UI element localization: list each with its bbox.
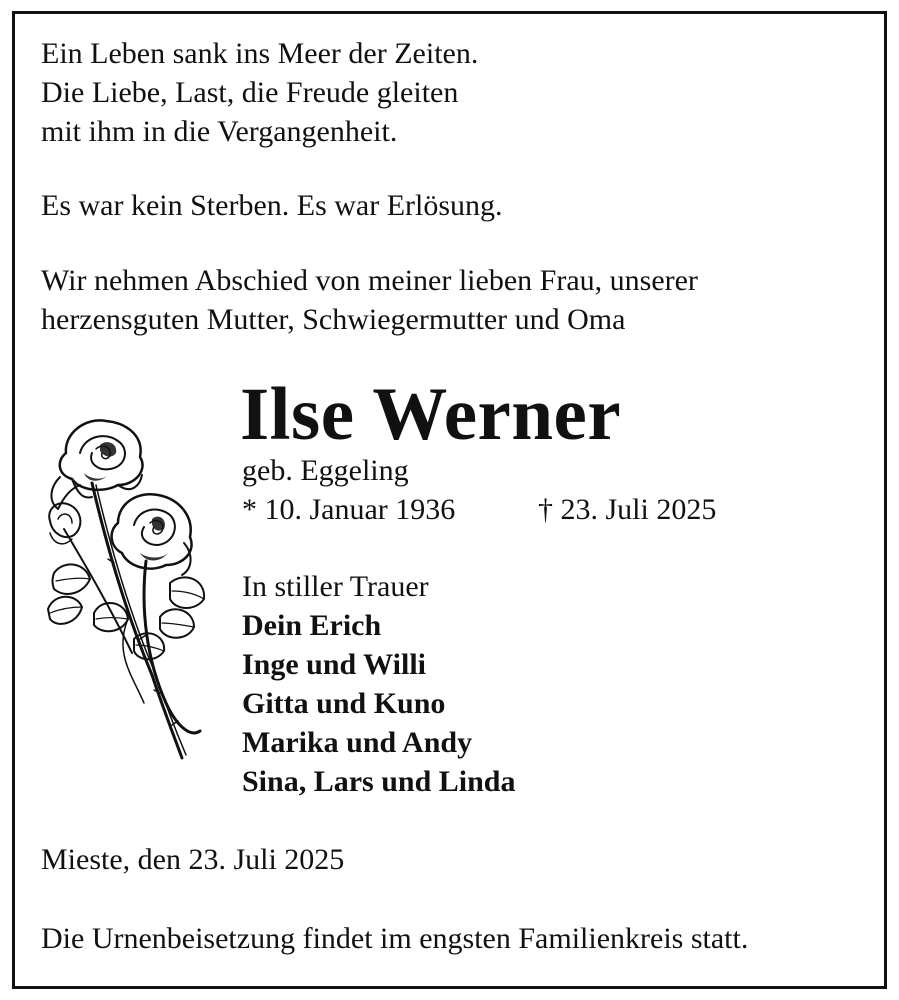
- maiden-name: geb. Eggeling: [242, 454, 409, 487]
- roses-illustration: [44, 413, 210, 765]
- farewell-line: Wir nehmen Abschied von meiner lieben Frau, unserer: [41, 264, 698, 297]
- mourning-line: In stiller Trauer: [242, 570, 429, 603]
- poem-line: Die Liebe, Last, die Freude gleiten: [41, 76, 459, 109]
- poem-verse: [41, 34, 478, 151]
- deceased-name: Ilse Werner: [240, 373, 622, 456]
- statement-line: Es war kein Sterben. Es war Erlösung.: [41, 189, 503, 222]
- mourner-name: Gitta und Kuno: [242, 687, 446, 720]
- farewell-line: herzensguten Mutter, Schwiegermutter und Oma: [41, 303, 626, 336]
- birth-date: * 10. Januar 1936: [242, 493, 456, 526]
- poem-line: mit ihm in die Vergangenheit.: [41, 115, 398, 148]
- mourner-name: Sina, Lars und Linda: [242, 765, 516, 798]
- mourner-name: Dein Erich: [242, 609, 382, 642]
- mourner-name: Inge und Willi: [242, 648, 426, 681]
- death-date: † 23. Juli 2025: [538, 493, 717, 526]
- farewell-text: [41, 261, 698, 339]
- mourners-list: [242, 606, 515, 801]
- poem-line: Ein Leben sank ins Meer der Zeiten.: [41, 37, 479, 70]
- place-date: Mieste, den 23. Juli 2025: [41, 843, 345, 876]
- burial-note: Die Urnenbeisetzung findet im engsten Familienkreis statt.: [41, 922, 749, 955]
- mourner-name: Marika und Andy: [242, 726, 473, 759]
- life-dates: [242, 490, 717, 529]
